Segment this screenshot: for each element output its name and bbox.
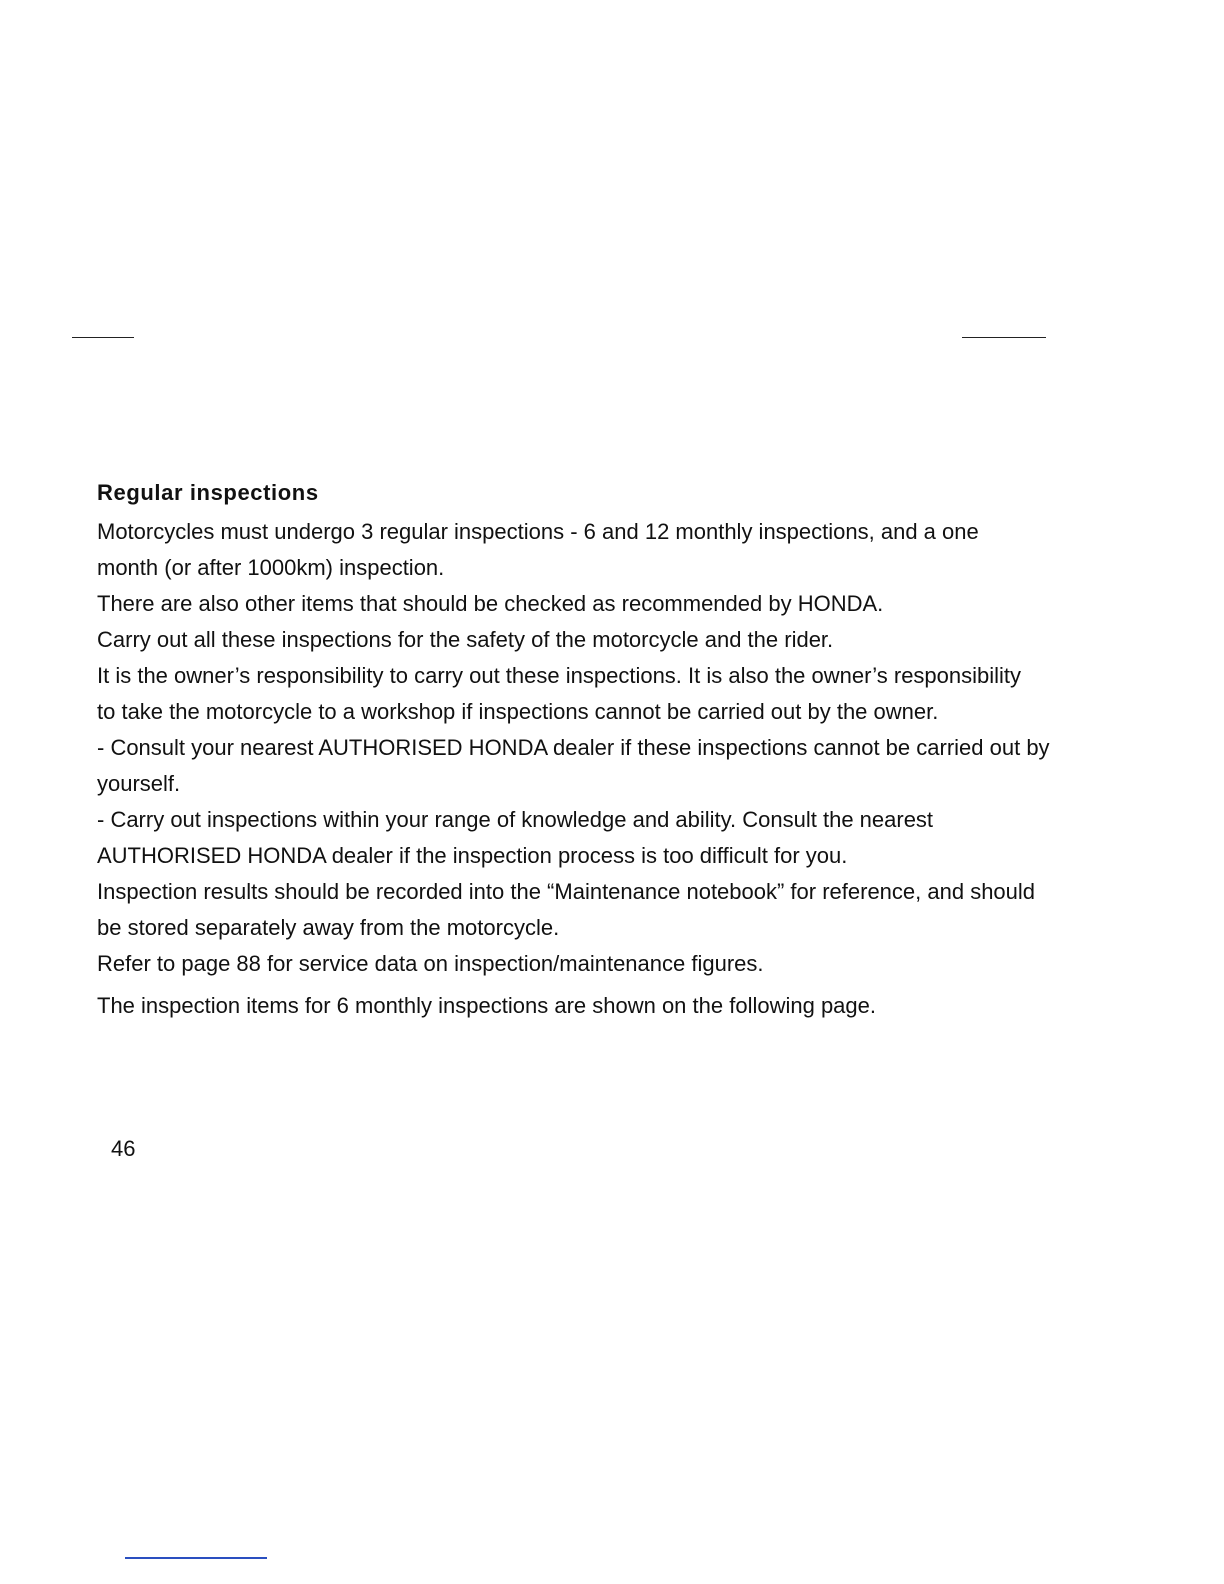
section-heading: Regular inspections — [97, 480, 319, 505]
body-line: - Carry out inspections within your range of knowledge and ability. Consult the nearest — [97, 807, 934, 832]
body-line: It is the owner’s responsibility to carry out these inspections. It is also the owner’s responsibility — [97, 663, 1022, 688]
section-regular-inspections — [97, 478, 1197, 1024]
top-right-rule — [962, 337, 1046, 338]
body-line: There are also other items that should be checked as recommended by HONDA. — [97, 591, 884, 616]
body-line: be stored separately away from the motorcycle. — [97, 915, 560, 940]
page-number: 46 — [111, 1136, 136, 1161]
body-line: AUTHORISED HONDA dealer if the inspection process is too difficult for you. — [97, 843, 848, 868]
body-line: to take the motorcycle to a workshop if inspections cannot be carried out by the owner. — [97, 699, 939, 724]
body-line: month (or after 1000km) inspection. — [97, 555, 445, 580]
body-line: Carry out all these inspections for the safety of the motorcycle and the rider. — [97, 627, 834, 652]
body-line: Refer to page 88 for service data on inspection/maintenance figures. — [97, 951, 764, 976]
body-line: yourself. — [97, 771, 181, 796]
top-left-rule — [72, 337, 134, 338]
body-line: - Consult your nearest AUTHORISED HONDA dealer if these inspections cannot be carried out by — [97, 735, 1050, 760]
body-line: Motorcycles must undergo 3 regular inspections - 6 and 12 monthly inspections, and a one — [97, 519, 979, 544]
bottom-rule — [125, 1557, 267, 1559]
body-line: Inspection results should be recorded into the “Maintenance notebook” for reference, and should — [97, 879, 1036, 904]
body-line: The inspection items for 6 monthly inspections are shown on the following page. — [97, 993, 876, 1018]
